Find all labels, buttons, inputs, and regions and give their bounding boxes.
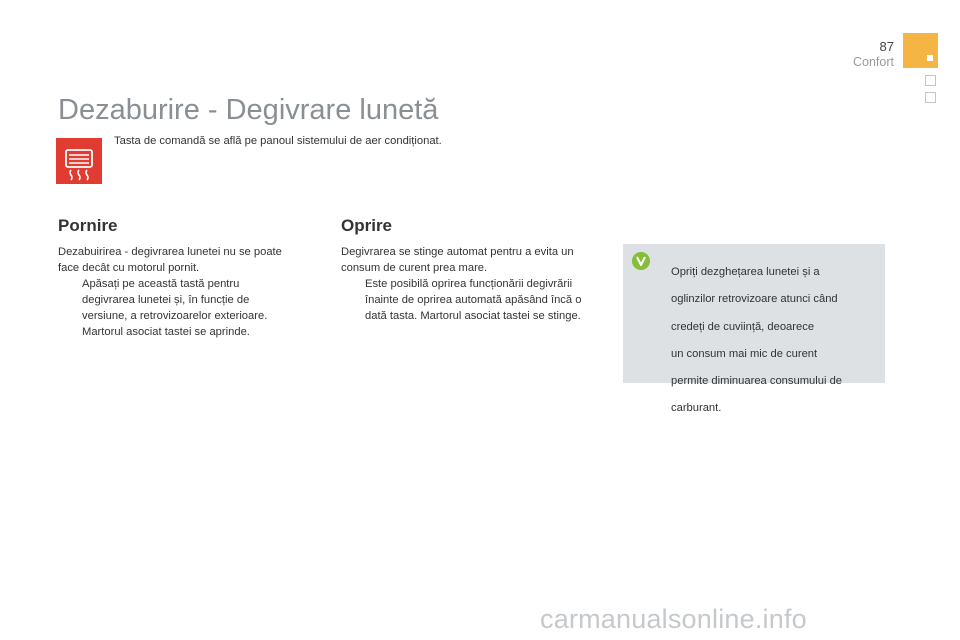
section-heading-oprire: Oprire xyxy=(341,216,393,235)
tab-marker xyxy=(927,55,933,61)
watermark: carmanualsonline.info xyxy=(540,604,807,634)
section-tab[interactable] xyxy=(903,33,938,68)
pornire-text xyxy=(58,244,313,340)
bullet-line: Este posibilă oprirea funcționării degivrării xyxy=(365,278,573,290)
tip-text xyxy=(647,253,877,427)
tip-line: un consum mai mic de curent xyxy=(671,347,818,360)
tip-line: carburant. xyxy=(671,402,722,415)
bullet-item xyxy=(647,264,877,416)
intro-text: Tasta de comandă se află pe panoul sistemului de aer condiționat. xyxy=(114,135,442,147)
bullet-line: Apăsați pe această tastă pentru xyxy=(82,278,240,290)
tip-box xyxy=(623,244,885,415)
section-label: Confort xyxy=(853,55,894,69)
tip-line: Opriți dezghețarea lunetei și a xyxy=(671,266,820,279)
tip-line: credeți de cuviință, deoarece xyxy=(671,320,815,333)
bullet-item xyxy=(58,276,313,340)
section-heading-pornire: Pornire xyxy=(58,216,118,235)
oprire-text xyxy=(341,244,606,324)
paragraph-line: Dezabuirirea - degivrarea lunetei nu se poate xyxy=(58,246,282,258)
rear-window-defrost-icon xyxy=(56,138,102,184)
bullet-line: degivrarea lunetei și, în funcție de xyxy=(82,294,250,306)
bullet-line: dată tasta. Martorul asociat tastei se stinge. xyxy=(365,310,581,322)
section-tab-empty[interactable] xyxy=(925,92,936,103)
page-title: Dezaburire - Degivrare lunetă xyxy=(58,94,439,126)
bullet-line: Martorul asociat tastei se aprinde. xyxy=(82,326,250,338)
tip-line: oglinzilor retrovizoare atunci când xyxy=(671,293,838,306)
section-tab-empty[interactable] xyxy=(925,75,936,86)
bullet-line: înainte de oprirea automată apăsând încă o xyxy=(365,294,582,306)
bullet-line: versiune, a retrovizoarelor exterioare. xyxy=(82,310,268,322)
paragraph-line: Degivrarea se stinge automat pentru a evita un xyxy=(341,246,574,258)
page-number: 87 xyxy=(879,39,894,54)
paragraph-line: face decât cu motorul pornit. xyxy=(58,262,200,274)
bullet-item xyxy=(341,276,606,324)
tip-line: permite diminuarea consumului de xyxy=(671,374,843,387)
paragraph-line: consum de curent prea mare. xyxy=(341,262,488,274)
